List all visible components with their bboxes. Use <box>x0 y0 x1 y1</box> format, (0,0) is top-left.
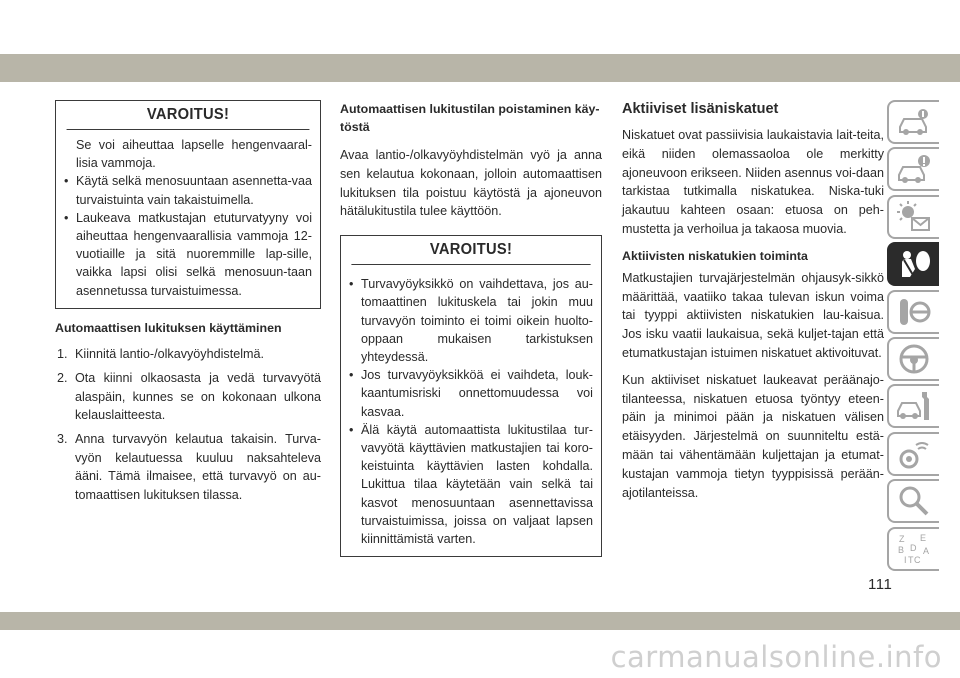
car-maintenance-icon <box>896 389 932 423</box>
step-text: Anna turvavyön kelautua takaisin. Turva-vyön kelautuessa kuuluu naksahteleva ääni. Tämä ilmaisee, että turvavyö on au-tomaattisen lukituksen tilassa. <box>75 432 321 502</box>
tab-starting-driving[interactable] <box>887 290 939 334</box>
search-icon <box>896 484 932 518</box>
car-warning-icon <box>896 152 932 186</box>
watermark: carmanualsonline.info <box>610 640 942 674</box>
numbered-steps <box>55 345 321 504</box>
warning-intro: Se voi aiheuttaa lapselle hengenvaaral-lisia vammoja. <box>76 138 312 171</box>
index-letter: B <box>898 544 905 555</box>
chapter-tabs <box>887 100 939 574</box>
step-text: Kiinnitä lantio-/olkavyöyhdistelmä. <box>75 346 264 361</box>
alphabet-index-icon <box>896 532 932 566</box>
tab-warning-lights[interactable] <box>887 195 939 239</box>
step-number: 2. <box>57 371 68 386</box>
car-info-icon <box>896 105 932 139</box>
step-number: 1. <box>57 346 68 361</box>
body-paragraph: Matkustajien turvajärjestelmän ohjausyk-sikkö määrittää, vaatiiko takaa tulevan iskun voima tai tyyppi aktiivisten niskatukien lau-kaisua. Jos isku vaatii laukaisua, sekä kuljet-tajan että etumatkustajan istuimen niskatuet aktivoituvat. <box>622 270 884 360</box>
top-margin <box>0 0 960 54</box>
step-text: Ota kiinni olkaosasta ja vedä turvavyötä alaspäin, kunnes se on kokonaan ulkona kelauslaitteesta. <box>75 371 321 423</box>
warning-bullet: • Jos turvavyöyksikköä ei vaihdeta, louk-kaantumisriski onnettomuudessa voi kasvaa. <box>349 366 593 421</box>
warning-bullet: • Älä käytä automaattista lukitustilaa tur-vavyötä käyttävien matkustajien tai koro-keistuinta käyttävien lasten kohdalla. Lukittua tilaa käytetään vain selkä tai kasvot menosuuntaan asennettavissa turvaistuimissa, joissa on valjaat lapsen kiinnittämistä varten. <box>349 421 593 548</box>
section-heading: Aktiiviset lisäniskatuet <box>622 101 779 117</box>
tab-search[interactable] <box>887 479 939 523</box>
tab-multimedia[interactable] <box>887 432 939 476</box>
index-letter: A <box>923 545 930 556</box>
index-letter: T <box>908 554 914 565</box>
airbag-seatbelt-icon <box>896 247 932 281</box>
body-paragraph: Niskatuet ovat passiivisia laukaistavia lait-teita, eikä niiden olemassaoloa ole merkitty ajoneuvoon erikseen. Niiden asennus voi-daan tarkistaa tutkimalla niskatukea. Niska-tuki jakautuu kahteen osaan: etuosa on peh-mustetta ja verhoilua ja takaosa muovia. <box>622 128 884 236</box>
warning-body <box>56 130 320 308</box>
section-subheading: Automaattisen lukituksen käyttäminen <box>55 320 282 335</box>
tab-maintenance[interactable] <box>887 384 939 428</box>
warning-bullet: • Käytä selkä menosuuntaan asennetta-vaa turvaistuinta vain takaistuimella. <box>64 172 312 208</box>
tab-index[interactable] <box>887 527 939 571</box>
top-decorative-bar <box>0 54 960 82</box>
tab-car-warning[interactable] <box>887 147 939 191</box>
warning-bullet: • Laukeava matkustajan etuturvatyyny voi aiheuttaa hengenvaarallisia vammoja 12-vuotiaille ja sitä nuoremmille lap-sille, vaikka lapsi olisi selkä menosuun-taan asennetussa turvaistuimessa. <box>64 209 312 300</box>
starting-driving-icon <box>896 295 932 329</box>
warning-box <box>340 235 602 557</box>
step-item <box>55 345 321 363</box>
warning-title: VAROITUS! <box>351 236 590 265</box>
column-right <box>622 100 884 510</box>
section-subheading: Automaattisen lukitustilan poistaminen käy-töstä <box>340 102 600 134</box>
index-letter: C <box>914 554 921 565</box>
steering-wheel-icon <box>896 342 932 376</box>
tab-airbag-seatbelt[interactable] <box>887 242 939 286</box>
column-middle <box>340 100 602 557</box>
warning-body <box>341 265 601 556</box>
warning-title: VAROITUS! <box>67 101 310 130</box>
section-subheading: Aktiivisten niskatukien toiminta <box>622 248 808 263</box>
index-letter: I <box>904 554 907 565</box>
warning-box <box>55 100 321 309</box>
step-item <box>55 430 321 504</box>
tab-car-info[interactable] <box>887 100 939 144</box>
index-letter: D <box>910 542 917 553</box>
bottom-decorative-bar <box>0 612 960 630</box>
column-left <box>55 100 321 510</box>
index-letter: E <box>920 532 927 543</box>
body-paragraph: Kun aktiiviset niskatuet laukeavat peräänajo-tilanteessa, niskatuen etuosa työntyy eteen-päin ja minimoi pään ja niskatuen välisen etäisyyden. Järjestelmä on suunniteltu estä-mään tai vähentämään kuljettajan ja etumat-kustajan vammoja tietyn tyyppisissä perään-ajotilanteissa. <box>622 372 884 500</box>
step-item <box>55 369 321 424</box>
page-number: 111 <box>868 576 893 593</box>
step-number: 3. <box>57 432 68 447</box>
tab-steering[interactable] <box>887 337 939 381</box>
warning-lights-message-icon <box>896 200 932 234</box>
body-paragraph: Avaa lantio-/olkavyöyhdistelmän vyö ja anna sen kelautua kokonaan, jolloin automaattisen lukituksen tila poistuu käytöstä ja ajoneuvon hätälukitustila tulee käyttöön. <box>340 148 602 219</box>
multimedia-icon <box>896 437 932 471</box>
warning-bullet: • Turvavyöyksikkö on vaihdettava, jos au-tomaattinen lukituskela tai jokin muu turvavyön toiminto ei toimi oikein huolto-oppaan mukaisen tarkistuksen yhteydessä. <box>349 275 593 366</box>
index-letter: Z <box>899 533 905 544</box>
